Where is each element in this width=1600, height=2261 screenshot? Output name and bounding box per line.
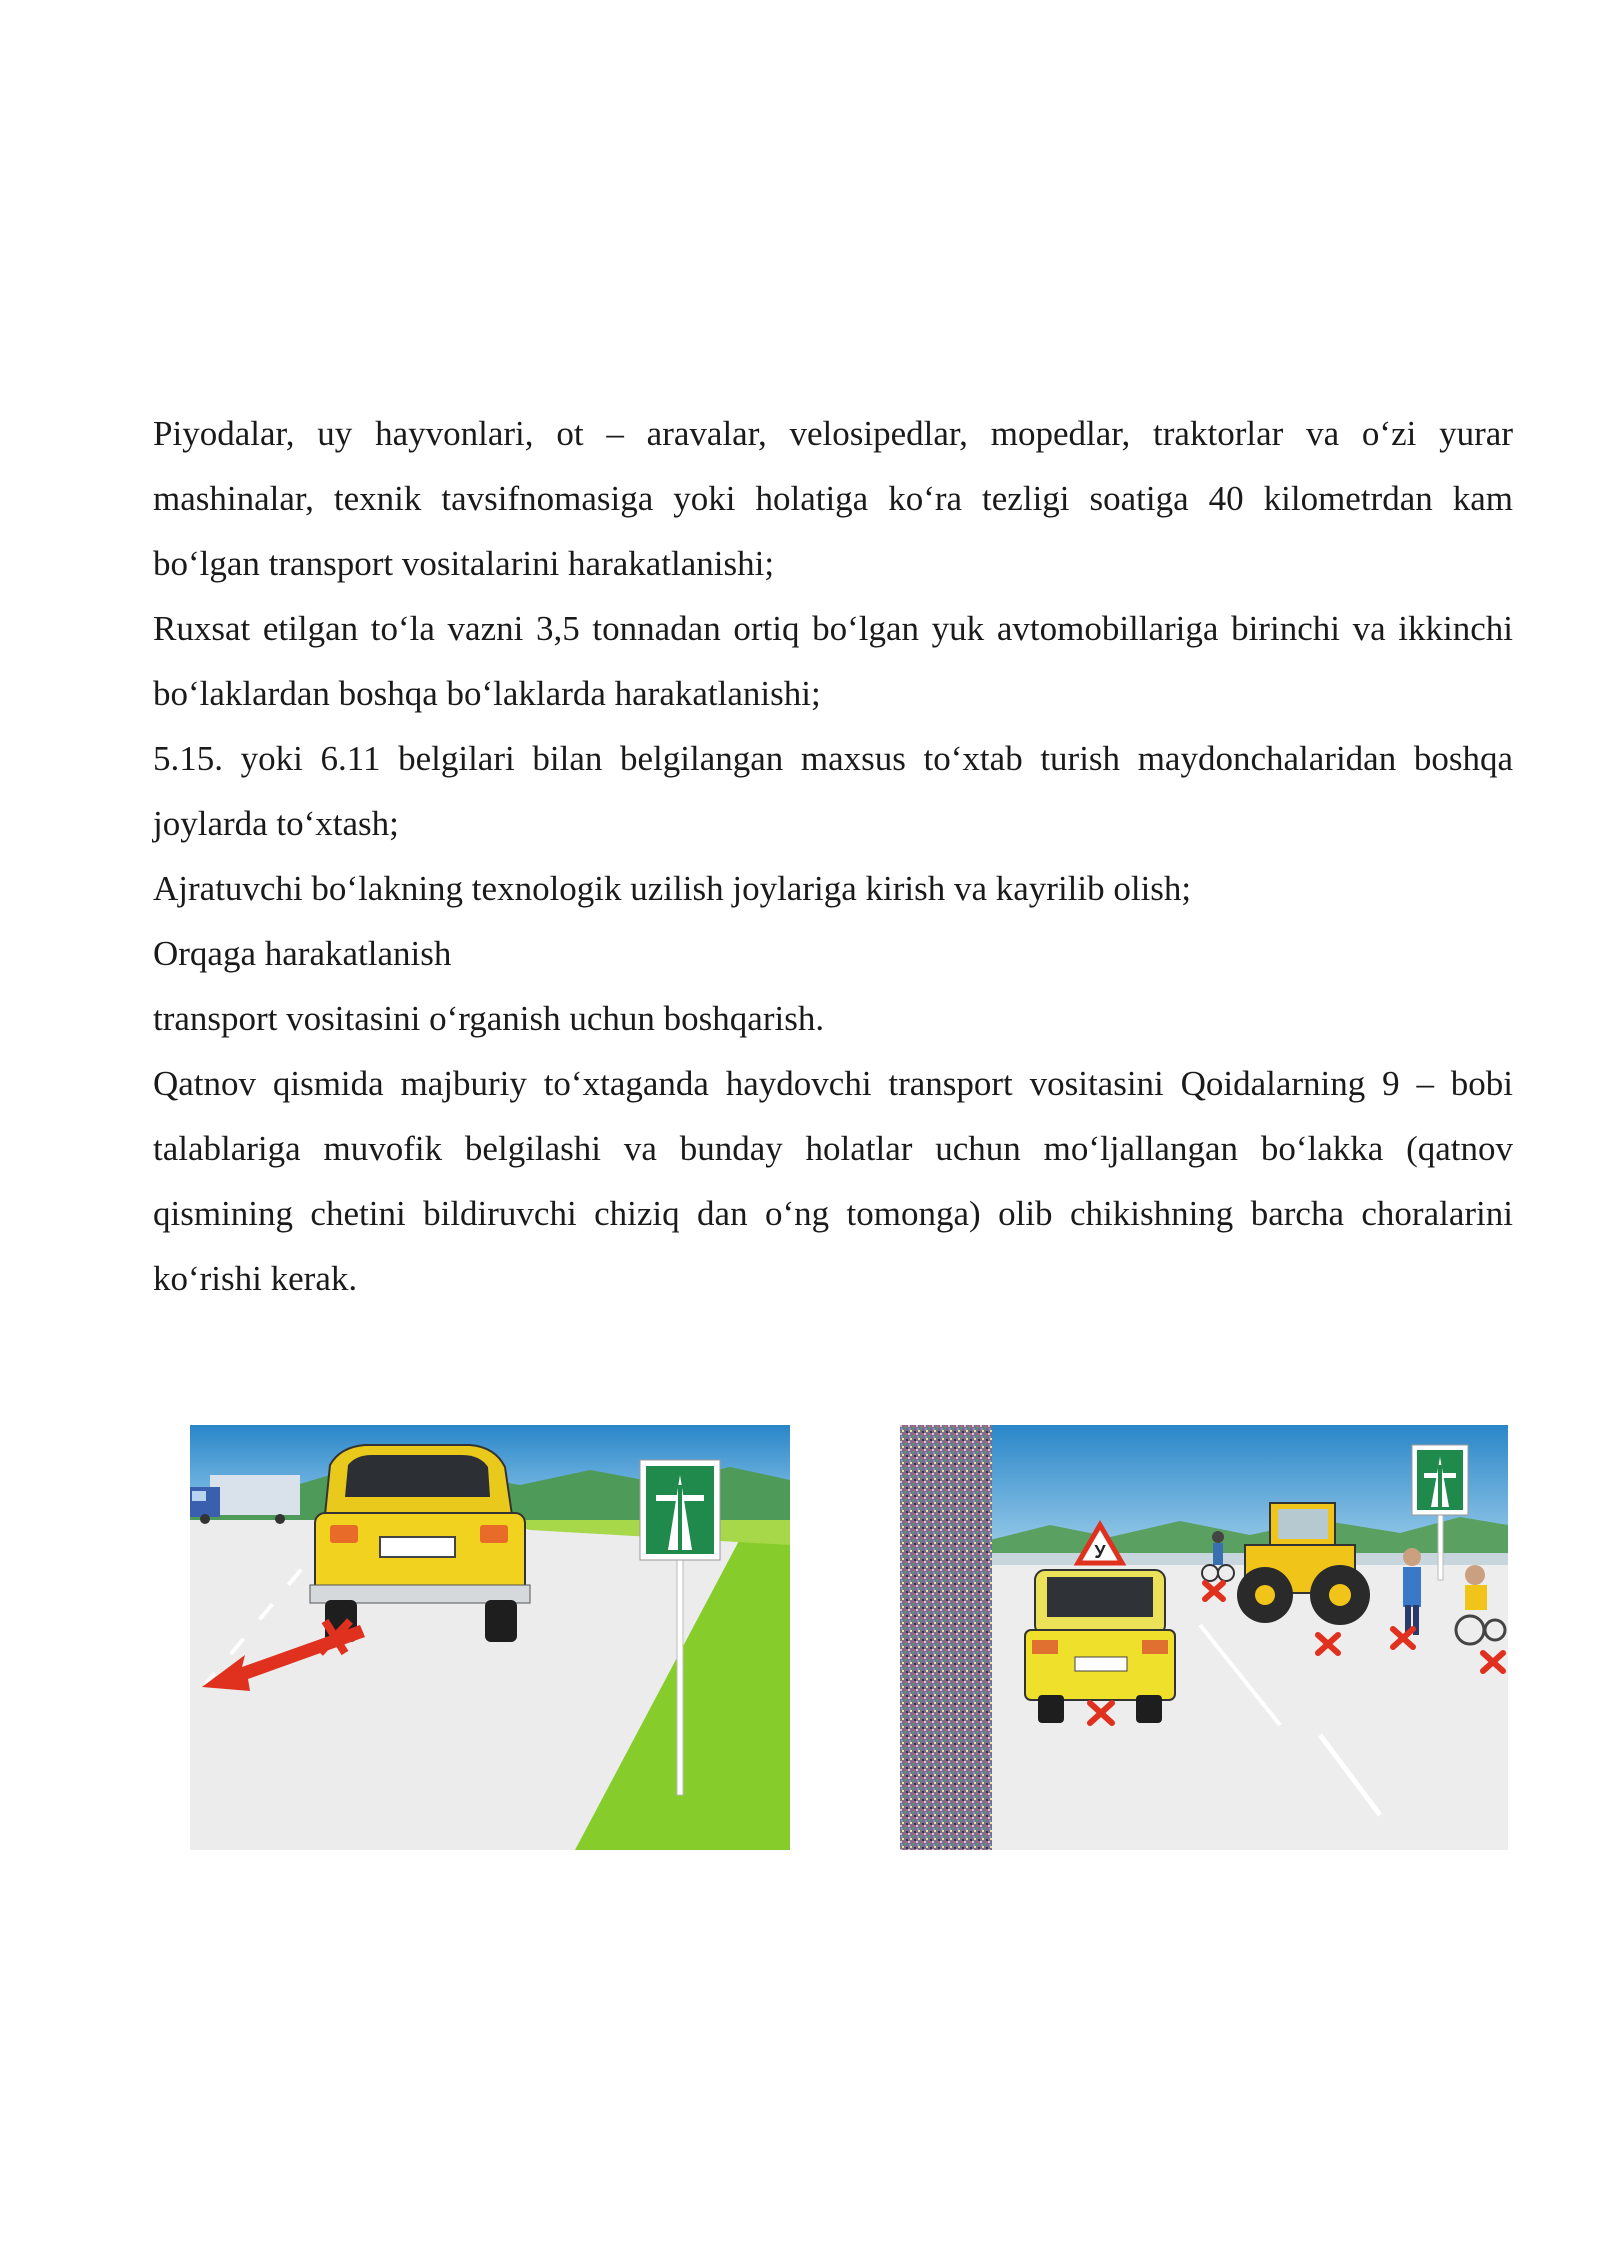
paragraph-reversing: Orqaga harakatlanish [153, 934, 452, 973]
document-body [153, 401, 1513, 1311]
paragraph-heavy-trucks: Ruxsat etilgan to‘la vazni 3,5 tonnadan ortiq bo‘lgan yuk avtomobillariga birinchi va ikkinchi bo‘laklardan boshqa bo‘laklarda harakatlanishi; [153, 609, 1513, 713]
paragraph-stopping: 5.15. yoki 6.11 belgilari bilan belgilangan maxsus to‘xtab turish maydonchalaridan boshqa joylarda to‘xtash; [153, 739, 1513, 843]
paragraph-median-turns: Ajratuvchi bo‘lakning texnologik uzilish joylariga kirish va kayrilib olish; [153, 869, 1192, 908]
paragraph-slow-vehicles: Piyodalar, uy hayvonlari, ot – aravalar, velosipedlar, mopedlar, traktorlar va o‘zi yurar mashinalar, texnik tavsifnomasiga yoki holatiga ko‘ra tezligi soatiga 40 kilometrdan kam bo‘lgan transport vositalarini harakatlanishi; [153, 414, 1513, 583]
learner-triangle-letter: У [1094, 1542, 1106, 1562]
illustration-motorway-reverse [190, 1425, 790, 1850]
paragraph-learner-driving: transport vositasini o‘rganish uchun boshqarish. [153, 999, 825, 1038]
illustration-left-svg [190, 1425, 790, 1850]
illustration-motorway-prohibited [900, 1425, 1508, 1850]
illustration-right-svg [900, 1425, 1508, 1850]
noise-strip [900, 1425, 992, 1850]
paragraph-forced-stop: Qatnov qismida majburiy to‘xtaganda haydovchi transport vositasini Qoidalarning 9 – bobi talablariga muvofik belgilashi va bunday holatlar uchun mo‘ljallangan bo‘lakka (qatnov qismining chetini bildiruvchi chiziq dan o‘ng tomonga) olib chikishning barcha choralarini ko‘rishi kerak. [153, 1064, 1513, 1298]
